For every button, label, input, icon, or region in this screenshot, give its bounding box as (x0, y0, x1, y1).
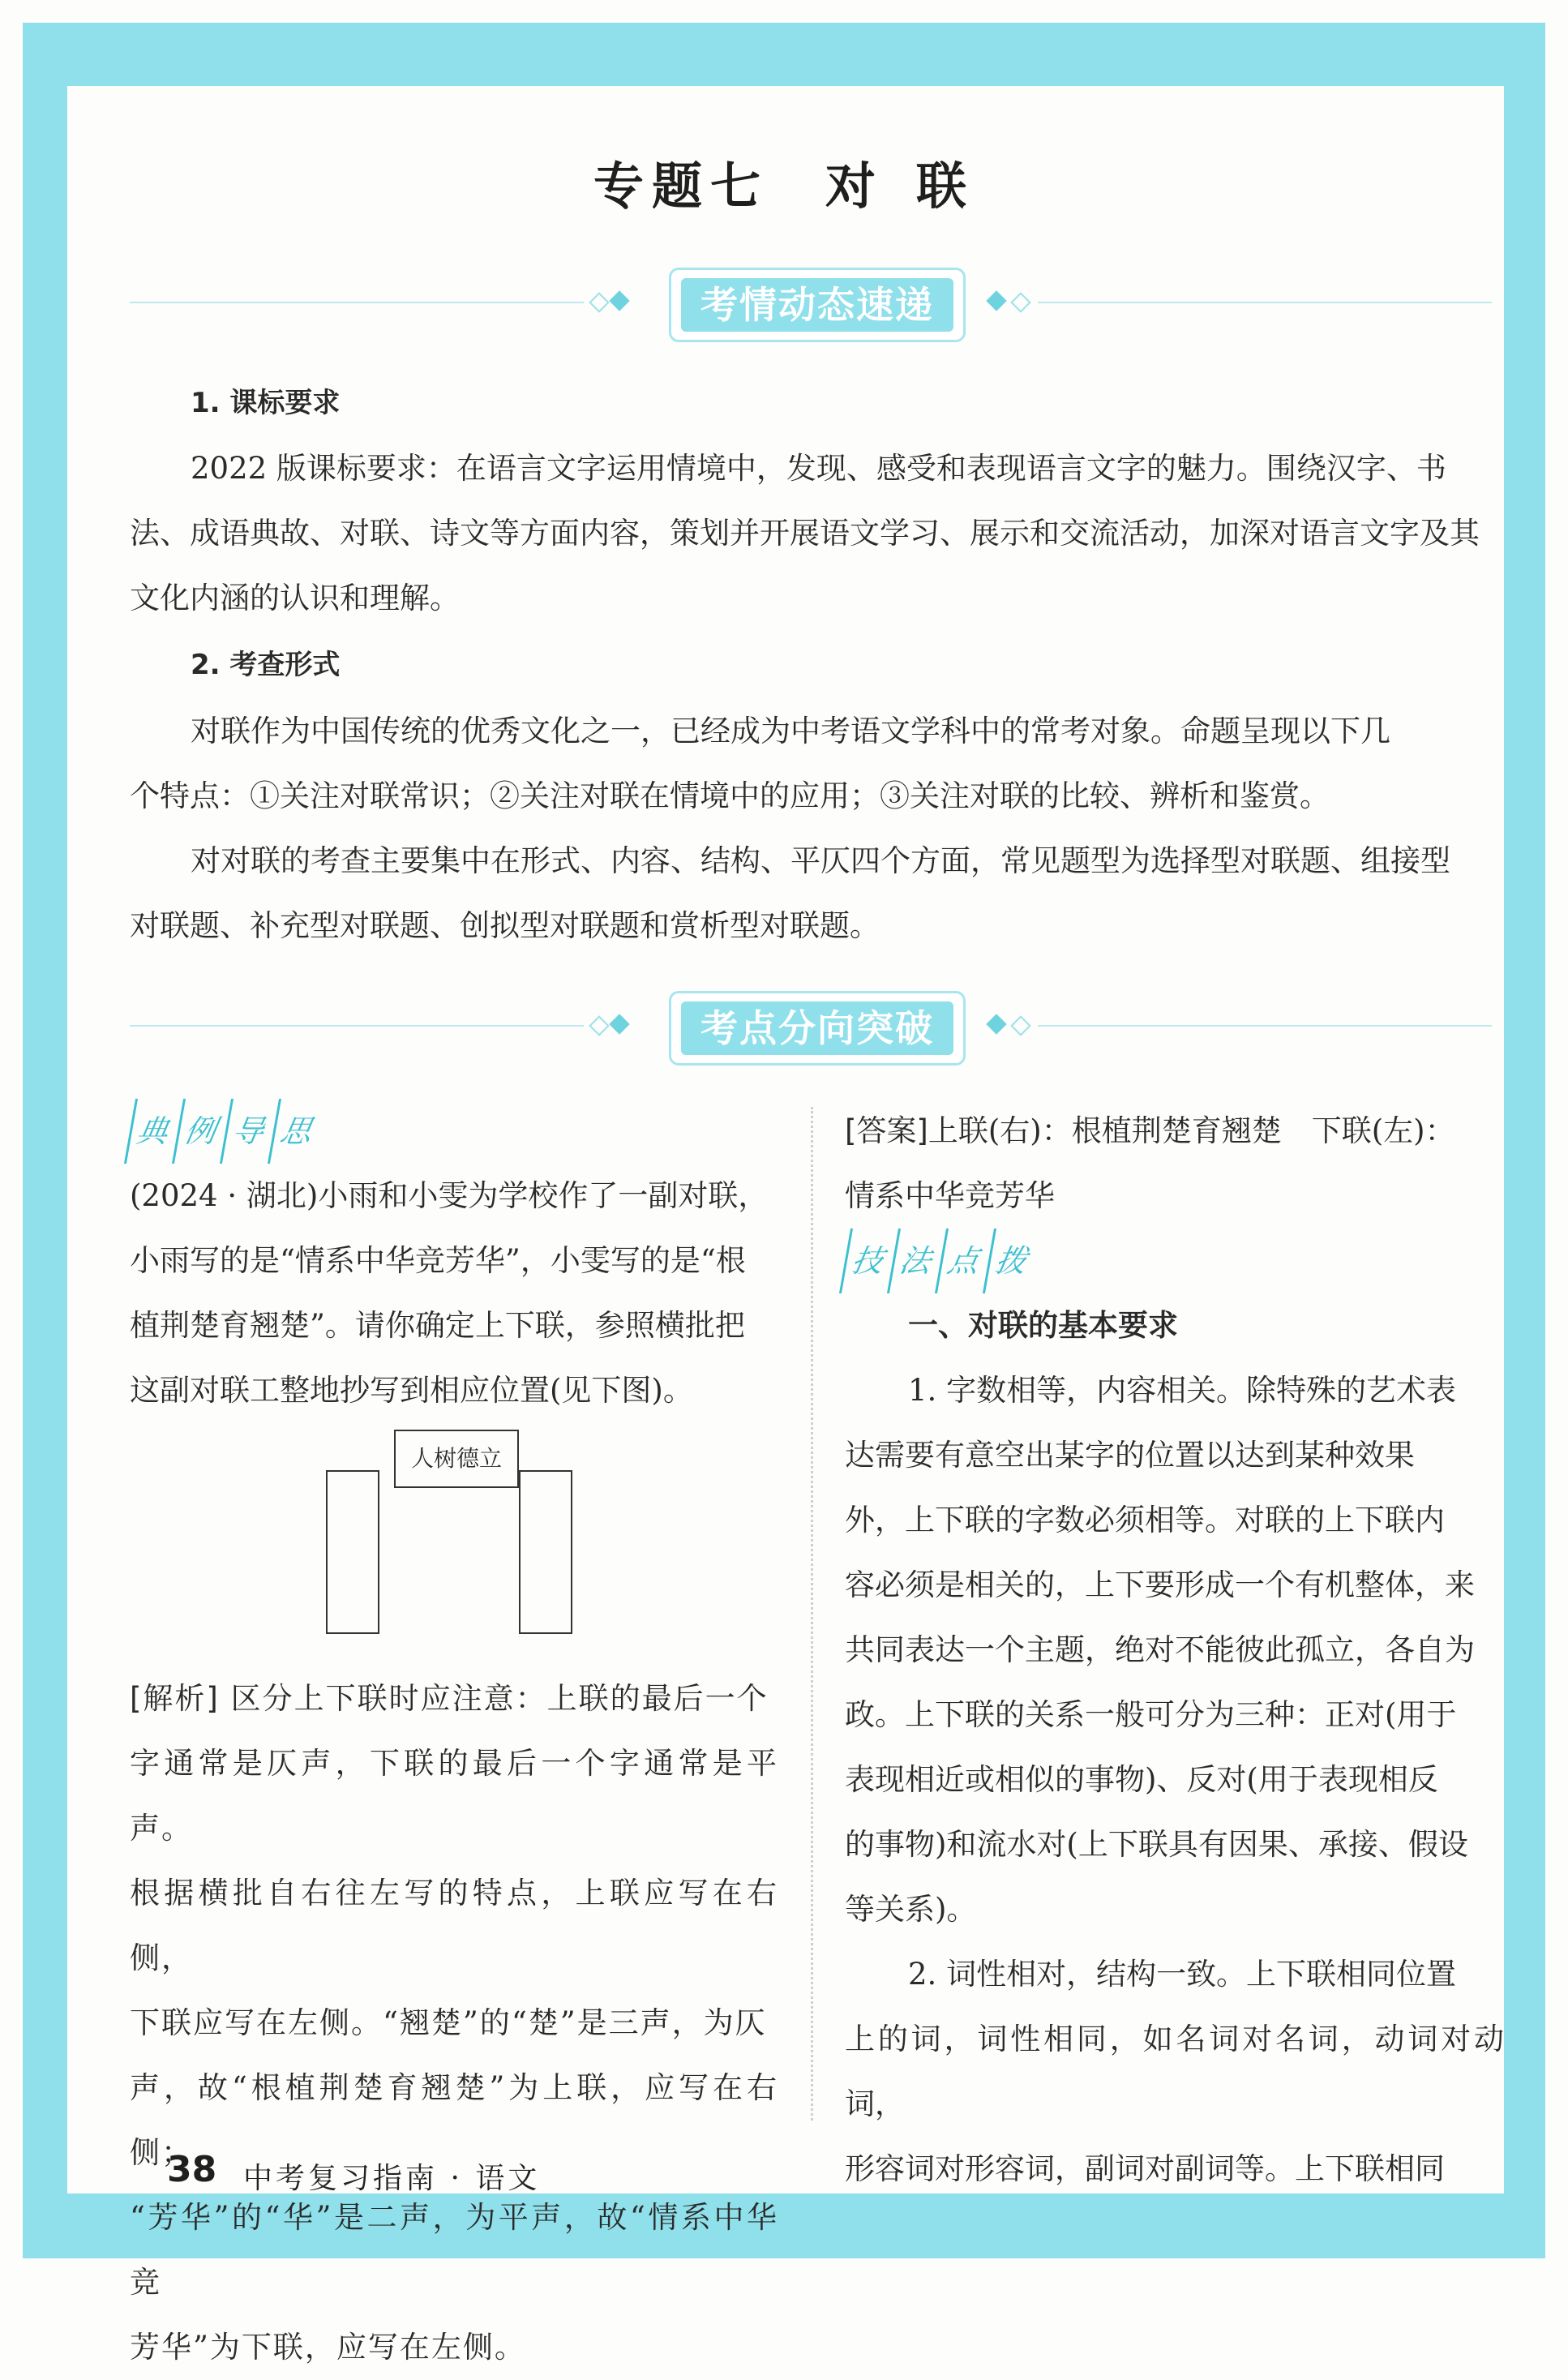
label-char: 典 (124, 1099, 177, 1164)
section-banner-2 (130, 991, 1508, 1064)
label-char: 思 (268, 1099, 320, 1164)
tip-line: 等关系)。 (845, 1892, 977, 1927)
tip-line: 外，上下联的字数必须相等。对联的上下联内 (845, 1503, 1445, 1537)
analysis-line: 字通常是仄声，下联的最后一个字通常是平声。 (130, 1746, 778, 1846)
paragraph-line: 对联题、补充型对联题、创拟型对联题和赏析型对联题。 (130, 908, 880, 943)
tip-line: 2. 词性相对，结构一致。上下联相同位置 (908, 1957, 1457, 1992)
diamond-icon (986, 290, 1006, 311)
label-technique-tips (845, 1229, 1036, 1293)
question-line: 这副对联工整地抄写到相应位置(见下图)。 (130, 1373, 693, 1408)
analysis-tag: [解析] (130, 1681, 220, 1716)
banner-line-right (1038, 302, 1492, 303)
couplet-diagram (130, 1423, 778, 1666)
page-number: 38 (167, 2149, 217, 2190)
analysis-line: 下联应写在左侧。“翘楚”的“楚”是三声，为仄 (130, 2005, 767, 2040)
paragraph-line: 2022 版课标要求：在语言文字运用情境中，发现、感受和表现语言文字的魅力。围绕汉字、书 (191, 451, 1446, 486)
diagram-hengpi: 人树德立 (394, 1430, 519, 1488)
label-char: 法 (887, 1229, 940, 1293)
diamond-icon (1010, 1015, 1030, 1036)
label-char: 例 (172, 1099, 225, 1164)
diamond-icon (589, 292, 609, 312)
diamond-icon (609, 1014, 629, 1034)
tip-line: 1. 字数相等，内容相关。除特殊的艺术表 (908, 1373, 1457, 1408)
tip-line: 形容词对形容词，副词对副词等。上下联相同 (845, 2151, 1445, 2186)
diamond-icon (589, 1015, 609, 1036)
analysis-line (130, 1666, 778, 1731)
answer-text: 上联(右)：根植荆楚育翘楚 下联(左)： (928, 1113, 1455, 1148)
label-typical-example (130, 1099, 321, 1164)
paragraph-line: 个特点：①关注对联常识；②关注对联在情境中的应用；③关注对联的比较、辨析和鉴赏。 (130, 778, 1330, 813)
diagram-left-scroll (326, 1470, 379, 1634)
banner-box (669, 268, 966, 342)
question-line: 植荆楚育翘楚”。请你确定上下联，参照横批把 (130, 1308, 745, 1343)
heading-exam-form: 2. 考查形式 (191, 649, 341, 681)
analysis-text: 区分上下联时应注意：上联的最后一个 (230, 1681, 769, 1716)
analysis-line: 芳华”为下联，应写在左侧。 (130, 2330, 526, 2365)
question-line: 小雨写的是“情系中华竞芳华”，小雯写的是“根 (130, 1243, 746, 1278)
tip-line: 表现相近或相似的事物)、反对(用于表现相反 (845, 1762, 1438, 1797)
banner-line-left (130, 302, 584, 303)
paragraph-line: 对联作为中国传统的优秀文化之一，已经成为中考语文学科中的常考对象。命题呈现以下几 (191, 714, 1390, 748)
diamond-icon (1010, 292, 1030, 312)
page-frame-left (23, 23, 67, 2258)
page-frame-right (1504, 23, 1545, 2258)
diamond-icon (986, 1014, 1006, 1034)
label-char: 点 (935, 1229, 987, 1293)
banner-title: 考点分向突破 (681, 1001, 953, 1055)
label-char: 导 (220, 1099, 272, 1164)
answer-tag: [答案] (845, 1113, 928, 1148)
tip-line: 政。上下联的关系一般可分为三种：正对(用于 (845, 1697, 1457, 1732)
title-char-1: 对 (825, 157, 884, 216)
analysis-line: 根据横批自右往左写的特点，上联应写在右侧， (130, 1876, 778, 1975)
diagram-right-scroll (519, 1470, 572, 1634)
paragraph-line: 对对联的考查主要集中在形式、内容、结构、平仄四个方面，常见题型为选择型对联题、组接型 (191, 843, 1450, 878)
tip-line: 容必须是相关的，上下要形成一个有机整体，来 (845, 1567, 1475, 1602)
tip-line: 达需要有意空出某字的位置以达到某种效果 (845, 1438, 1415, 1473)
right-column (845, 1099, 1504, 2202)
page-frame-top (23, 23, 1545, 86)
tip-line: 上的词，词性相同，如名词对名词，动词对动词， (845, 2022, 1504, 2121)
analysis-line: 声，故“根植荆楚育翘楚”为上联，应写在右侧； (130, 2070, 778, 2170)
book-title: 中考复习指南 · 语文 (243, 2162, 541, 2195)
title-topic: 专题七 (593, 157, 769, 216)
page-title (0, 146, 1568, 218)
subheading-basic-requirements: 一、对联的基本要求 (908, 1308, 1178, 1343)
column-divider (811, 1107, 813, 2121)
section-banner-1 (130, 268, 1508, 341)
paragraph-line: 法、成语典故、对联、诗文等方面内容，策划并开展语文学习、展示和交流活动，加深对语言文字及其 (130, 516, 1480, 551)
question-line: (2024 · 湖北)小雨和小雯为学校作了一副对联， (130, 1178, 769, 1213)
answer-line (845, 1099, 1504, 1164)
diamond-icon (609, 290, 629, 311)
analysis-line: “芳华”的“华”是二声，为平声，故“情系中华竞 (130, 2200, 778, 2300)
banner-box (669, 991, 966, 1066)
label-char: 技 (839, 1229, 892, 1293)
banner-line-right (1038, 1025, 1492, 1027)
label-char: 拨 (983, 1229, 1035, 1293)
tip-line: 的事物)和流水对(上下联具有因果、承接、假设 (845, 1827, 1468, 1862)
title-char-2: 联 (916, 157, 975, 216)
heading-curriculum: 1. 课标要求 (191, 387, 341, 419)
tip-line: 共同表达一个主题，绝对不能彼此孤立，各自为 (845, 1632, 1475, 1667)
answer-line: 情系中华竞芳华 (845, 1178, 1055, 1213)
banner-title: 考情动态速递 (681, 278, 953, 332)
banner-line-left (130, 1025, 584, 1027)
paragraph-line: 文化内涵的认识和理解。 (130, 581, 460, 615)
